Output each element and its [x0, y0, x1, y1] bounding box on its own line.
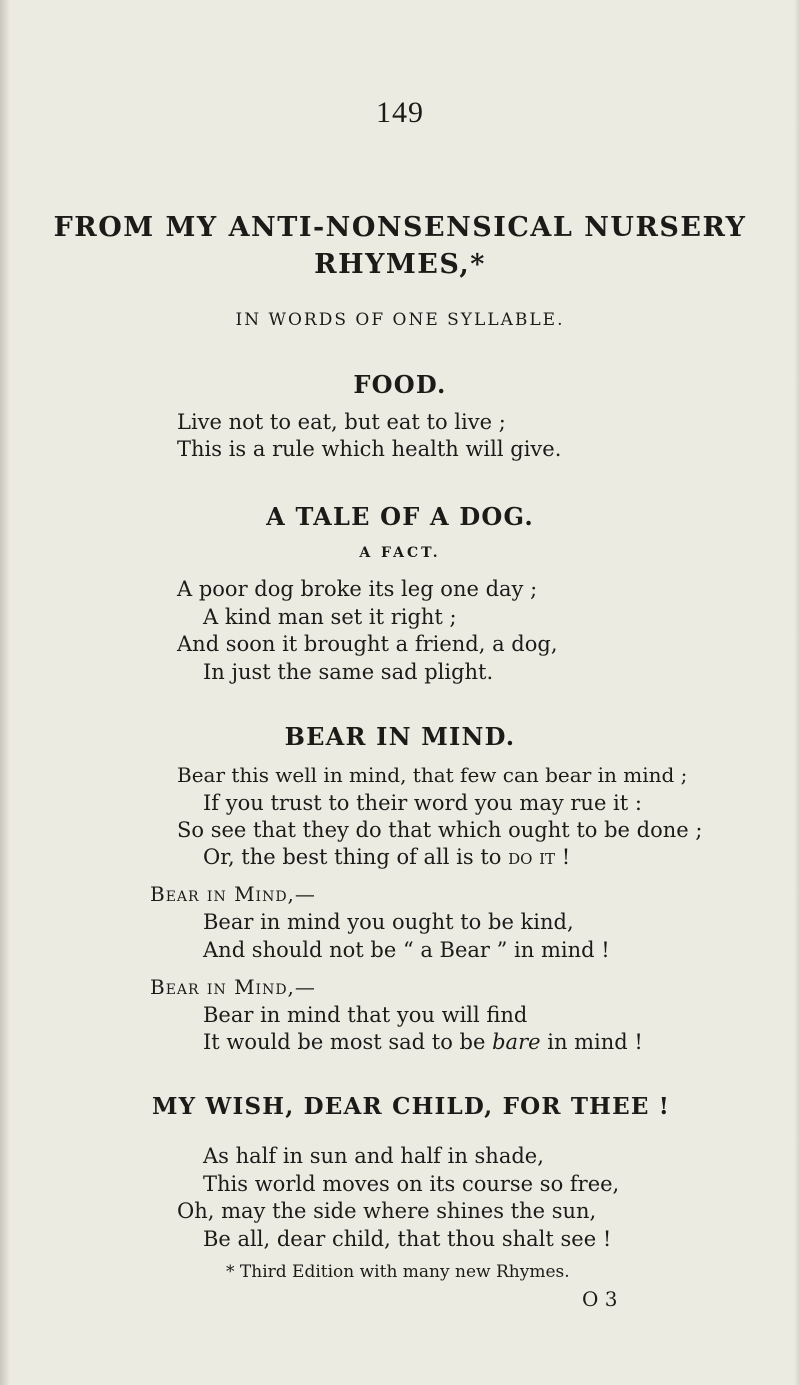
subtitle: IN WORDS OF ONE SYLLABLE.: [235, 310, 565, 330]
bear-line-2: If you trust to their word you may rue it :: [203, 791, 642, 815]
dog-line-2: A kind man set it right ;: [203, 605, 457, 629]
bear-line-4-post: !: [555, 845, 571, 869]
bear-stanza-3-label: Bear in Mind,—: [150, 975, 316, 999]
bear-line-3: So see that they do that which ought to be done ;: [177, 818, 703, 842]
title-line-2: RHYMES,*: [314, 249, 486, 280]
wish-line-4: Be all, dear child, that thou shalt see !: [203, 1227, 612, 1251]
signature-mark: O 3: [582, 1287, 618, 1311]
wish-line-3: Oh, may the side where shines the sun,: [177, 1199, 597, 1223]
bear-stanza-2-label: Bear in Mind,—: [150, 882, 316, 906]
bear-line-4-pre: Or, the best thing of all is to: [203, 845, 509, 869]
subheading-fact: A FACT.: [359, 545, 441, 561]
bear-line-1: Bear this well in mind, that few can bear in mind ;: [177, 763, 688, 787]
bear-stanza-3-line-2-post: in mind !: [540, 1030, 643, 1054]
footnote: * Third Edition with many new Rhymes.: [226, 1262, 570, 1282]
page-number: 149: [376, 96, 424, 129]
page-shadow-right: [794, 0, 800, 1385]
heading-wish: MY WISH, DEAR CHILD, FOR THEE !: [152, 1093, 671, 1120]
title-line-1: FROM MY ANTI-NONSENSICAL NURSERY: [53, 212, 747, 243]
dog-line-1: A poor dog broke its leg one day ;: [177, 577, 538, 601]
bear-line-4-do-it: do it: [508, 845, 556, 869]
heading-dog: A TALE OF A DOG.: [266, 502, 534, 531]
dog-line-4: In just the same sad plight.: [203, 660, 494, 684]
food-line-2: This is a rule which health will give.: [177, 437, 562, 461]
bear-stanza-3-line-2: [203, 1030, 643, 1054]
dog-line-3: And soon it brought a friend, a dog,: [177, 632, 558, 656]
bear-stanza-3-line-1: Bear in mind that you will find: [203, 1003, 528, 1027]
food-line-1: Live not to eat, but eat to live ;: [177, 410, 506, 434]
bear-stanza-3-line-2-bare: bare: [492, 1030, 541, 1054]
wish-line-1: As half in sun and half in shade,: [203, 1144, 544, 1168]
heading-bear: BEAR IN MIND.: [284, 722, 516, 751]
bear-stanza-3-line-2-pre: It would be most sad to be: [203, 1030, 493, 1054]
bear-line-4: [203, 845, 570, 869]
bear-stanza-2-line-1: Bear in mind you ought to be kind,: [203, 910, 574, 934]
bear-stanza-2-line-2: And should not be “ a Bear ” in mind !: [203, 938, 610, 962]
wish-line-2: This world moves on its course so free,: [203, 1172, 620, 1196]
page-shadow-left: [0, 0, 10, 1385]
heading-food: FOOD.: [353, 370, 447, 399]
